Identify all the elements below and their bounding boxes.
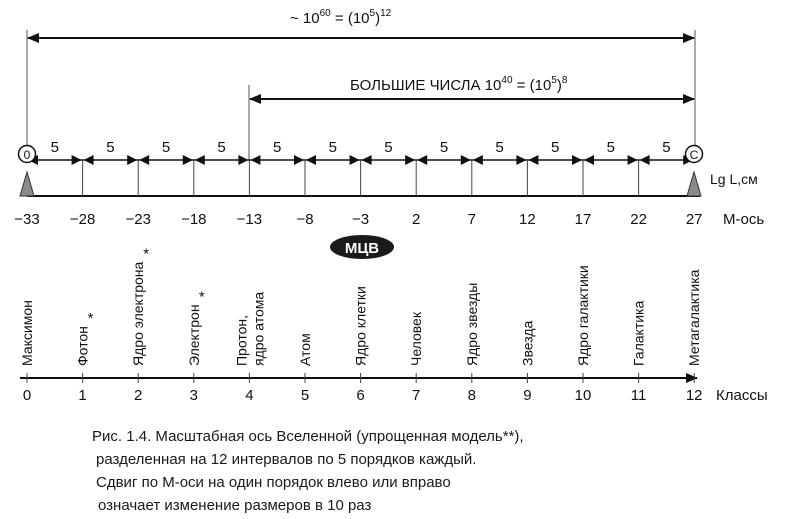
- object-labels: [19, 246, 702, 366]
- class-tick-label-11: 11: [630, 387, 647, 404]
- m-tick-label-3: −18: [181, 211, 207, 228]
- big-numbers-group: [249, 75, 694, 160]
- m-tick-labels: [14, 211, 702, 228]
- m-tick-label-10: 17: [574, 211, 592, 228]
- object-name-5: Атом: [297, 333, 313, 366]
- class-tick-label-1: 1: [78, 387, 87, 404]
- interval-arrowhead-right-2: [183, 155, 193, 165]
- interval-arrowhead-left-6: [362, 155, 372, 165]
- object-name-9: Звезда: [519, 320, 536, 366]
- class-tick-label-9: 9: [523, 387, 532, 404]
- m-tick-label-6: −3: [352, 211, 370, 228]
- class-tick-label-10: 10: [574, 387, 592, 404]
- interval-label-4: 5: [273, 139, 282, 156]
- interval-arrowhead-left-10: [584, 155, 594, 165]
- object-name-3: Электрон: [185, 304, 202, 366]
- interval-arrowhead-left-11: [640, 155, 650, 165]
- light-speed-symbol-text: C: [689, 148, 699, 162]
- interval-arrowhead-right-6: [405, 155, 415, 165]
- m-tick-label-2: −23: [125, 211, 151, 228]
- object-name-11: Галактика: [630, 300, 647, 366]
- top-span-label: ~ $10^{60} = (10^5)^{12}$: [290, 8, 392, 27]
- object-label-5: [297, 333, 313, 366]
- class-tick-label-6: 6: [356, 387, 365, 404]
- interval-arrowhead-right-4: [294, 155, 304, 165]
- object-name-0: Максимон: [19, 300, 35, 366]
- caption-line-2: разделенная на 12 интервалов по 5 порядков каждый.: [96, 451, 477, 468]
- m-axis: [14, 139, 764, 228]
- object-label-3: [186, 304, 202, 366]
- interval-arrowhead-right-5: [350, 155, 360, 165]
- interval-arrowhead-left-7: [417, 155, 427, 165]
- class-tick-label-2: 2: [134, 387, 143, 404]
- m-tick-label-8: 7: [467, 211, 476, 228]
- object-label-2: [130, 261, 146, 366]
- object-label-8: [464, 283, 480, 366]
- object-star-2: *: [143, 245, 150, 263]
- interval-arrowhead-left-4: [250, 155, 260, 165]
- m-tick-label-0: −33: [14, 211, 40, 228]
- class-tick-label-5: 5: [300, 387, 310, 404]
- caption-line-1: Рис. 1.4. Масштабная ось Вселенной (упрощенная модель**),: [92, 428, 524, 445]
- object-label-4: [233, 292, 266, 366]
- class-tick-label-0: 0: [22, 387, 32, 404]
- interval-arrowhead-left-1: [84, 155, 94, 165]
- maximon-symbol-text: 0: [23, 148, 31, 162]
- m-axis-label: М-ось: [723, 211, 765, 228]
- interval-label-3: 5: [217, 139, 226, 156]
- interval-arrowhead-right-10: [628, 155, 638, 165]
- m-tick-label-12: 27: [685, 211, 703, 228]
- object-label-0: [19, 300, 35, 366]
- object-name2-4: ядро атома: [250, 291, 267, 366]
- interval-arrowhead-right-1: [127, 155, 137, 165]
- m-axis-unit-label: Lg L,см: [710, 171, 758, 187]
- class-tick-label-3: 3: [189, 387, 198, 404]
- left-endpoint-marker: [20, 172, 34, 196]
- classes-axis-label: Классы: [716, 387, 768, 404]
- interval-label-7: 5: [439, 139, 449, 156]
- object-name-4: Протон,: [233, 315, 250, 366]
- object-label-7: [408, 311, 424, 366]
- mcv-label: МЦВ: [344, 240, 380, 257]
- interval-label-2: 5: [161, 139, 171, 156]
- m-tick-label-5: −8: [296, 211, 314, 228]
- class-tick-label-4: 4: [245, 387, 254, 404]
- interval-label-10: 5: [606, 139, 615, 156]
- interval-arrowhead-left-3: [195, 155, 205, 165]
- m-interval-labels: [51, 139, 671, 156]
- m-tick-label-4: −13: [236, 211, 263, 228]
- interval-arrowhead-right-9: [572, 155, 582, 165]
- interval-label-11: 5: [662, 139, 671, 156]
- m-ticks: [83, 160, 639, 196]
- object-label-9: [519, 321, 535, 366]
- object-name-6: Ядро клетки: [352, 286, 369, 366]
- interval-arrowhead-right-7: [461, 155, 471, 165]
- classes-axis: [20, 373, 768, 404]
- m-tick-label-11: 22: [630, 211, 647, 228]
- interval-label-0: 5: [50, 139, 59, 156]
- big-numbers-label: БОЛЬШИЕ ЧИСЛА $10^{40} = (10^5)^8$: [350, 75, 568, 94]
- interval-arrowhead-left-2: [139, 155, 149, 165]
- mcv-badge: [330, 235, 394, 259]
- object-star-1: *: [87, 310, 94, 328]
- right-endpoint-marker: [687, 172, 701, 196]
- figure-caption: [92, 425, 772, 517]
- object-name-2: Ядро электрона: [130, 261, 147, 366]
- object-name-1: Фотон: [74, 326, 91, 366]
- classes-tick-labels: [23, 387, 703, 404]
- interval-arrowhead-right-8: [516, 155, 526, 165]
- interval-arrowhead-right-0: [72, 155, 82, 165]
- interval-label-1: 5: [106, 139, 115, 156]
- object-label-11: [631, 301, 647, 366]
- class-tick-label-8: 8: [467, 387, 476, 404]
- interval-label-6: 5: [384, 139, 393, 156]
- object-name-12: Метагалактика: [686, 269, 703, 366]
- class-tick-label-7: 7: [412, 387, 421, 404]
- m-tick-label-9: 12: [519, 211, 536, 228]
- caption-line-3: Сдвиг по М-оси на один порядок влево или вправо: [96, 474, 451, 491]
- interval-arrowhead-left-8: [473, 155, 483, 165]
- object-label-6: [353, 286, 369, 366]
- interval-arrowhead-right-3: [238, 155, 248, 165]
- object-name-7: Человек: [408, 312, 425, 366]
- interval-arrowhead-left-5: [306, 155, 316, 165]
- interval-label-5: 5: [328, 139, 337, 156]
- object-label-12: [686, 269, 702, 366]
- object-label-1: [75, 326, 91, 366]
- object-name-8: Ядро звезды: [463, 282, 480, 366]
- caption-line-4: означает изменение размеров в 10 раз: [98, 497, 372, 514]
- interval-arrowhead-left-9: [528, 155, 538, 165]
- interval-label-9: 5: [551, 139, 560, 156]
- m-tick-label-1: −28: [69, 211, 96, 228]
- object-star-3: *: [198, 288, 205, 306]
- class-tick-label-12: 12: [685, 387, 703, 404]
- m-tick-label-7: 2: [412, 211, 421, 228]
- object-label-10: [575, 265, 591, 366]
- interval-label-8: 5: [495, 139, 504, 156]
- object-name-10: Ядро галактики: [575, 265, 591, 366]
